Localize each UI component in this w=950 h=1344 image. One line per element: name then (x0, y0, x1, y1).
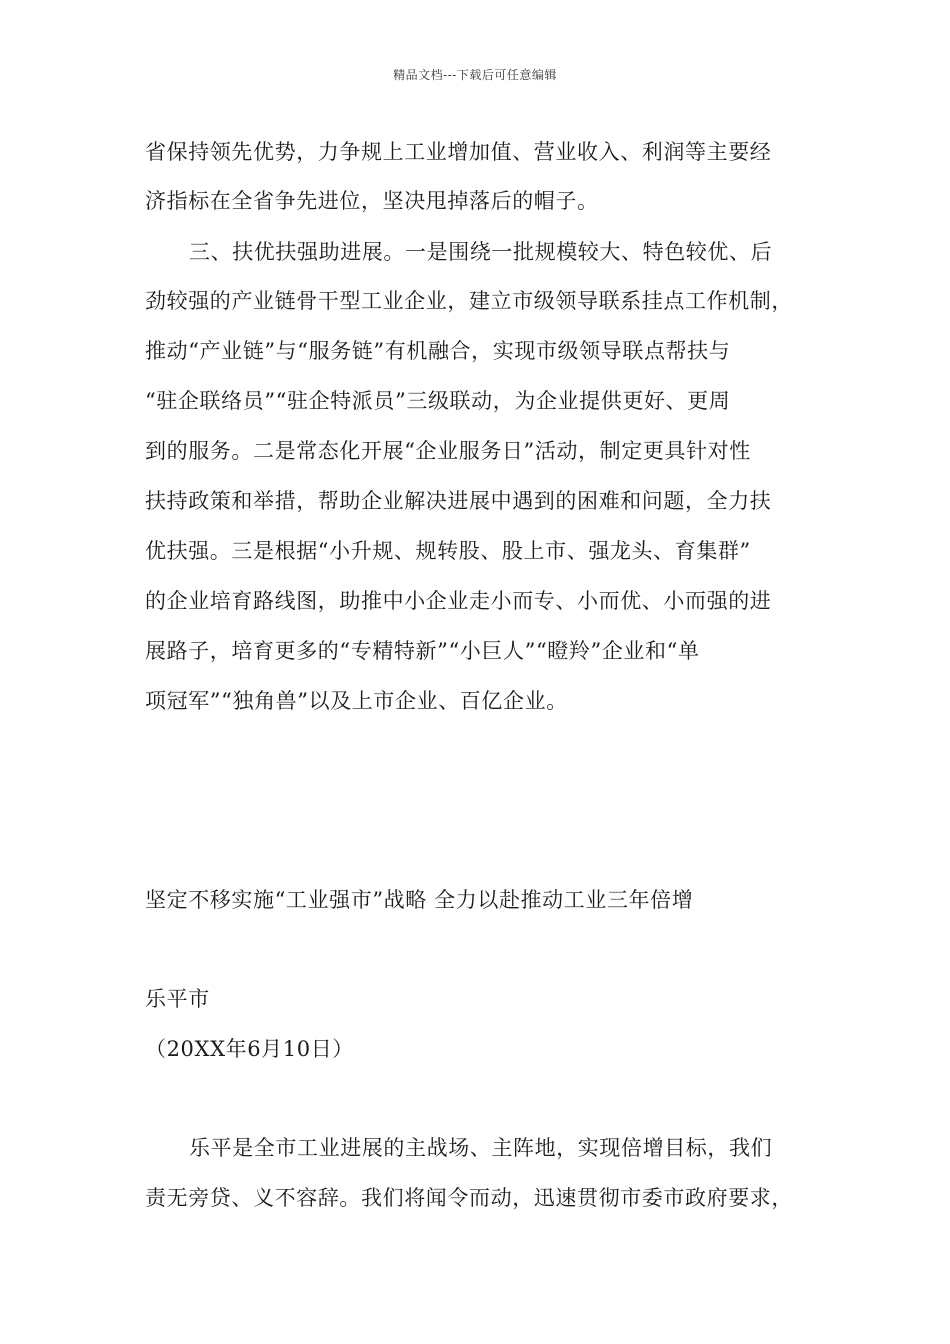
paragraph-line: 三、扶优扶强助进展。一是围绕一批规模较大、特色较优、后 (189, 240, 773, 264)
paragraph-line: 优扶强。三是根据“小升规、规转股、股上市、强龙头、育集群” (145, 539, 751, 563)
paragraph-line: 扶持政策和举措，帮助企业解决进展中遇到的困难和问题，全力扶 (145, 489, 772, 513)
page-header: 精品文档---下载后可任意编辑 (393, 68, 557, 82)
article-title: 坚定不移实施“工业强市”战略 全力以赴推动工业三年倍增 (145, 888, 694, 912)
paragraph-line: 济指标在全省争先进位，坚决甩掉落后的帽子。 (145, 189, 599, 213)
paragraph-line: 乐平是全市工业进展的主战场、主阵地，实现倍增目标，我们 (189, 1136, 773, 1160)
paragraph-line: 劲较强的产业链骨干型工业企业，建立市级领导联系挂点工作机制， (145, 289, 793, 313)
paragraph-line: 推动“产业链”与“服务链”有机融合，实现市级领导联点帮扶与 (145, 339, 731, 363)
paragraph-line: 展路子，培育更多的“专精特新”“小巨人”“瞪羚”企业和“单 (145, 639, 700, 663)
paragraph-line: 到的服务。二是常态化开展“企业服务日”活动，制定更具针对性 (145, 439, 751, 463)
article-author: 乐平市 (145, 987, 210, 1011)
article-date: （20XX年6月10日） (145, 1037, 354, 1061)
paragraph-line: 责无旁贷、义不容辞。我们将闻令而动，迅速贯彻市委市政府要求， (145, 1186, 793, 1210)
paragraph-line: “驻企联络员”“驻企特派员”三级联动，为企业提供更好、更周 (145, 389, 731, 413)
paragraph-line: 的企业培育路线图，助推中小企业走小而专、小而优、小而强的进 (145, 589, 772, 613)
paragraph-line: 项冠军”“独角兽”以及上市企业、百亿企业。 (145, 689, 568, 713)
paragraph-line: 省保持领先优势，力争规上工业增加值、营业收入、利润等主要经 (145, 140, 772, 164)
